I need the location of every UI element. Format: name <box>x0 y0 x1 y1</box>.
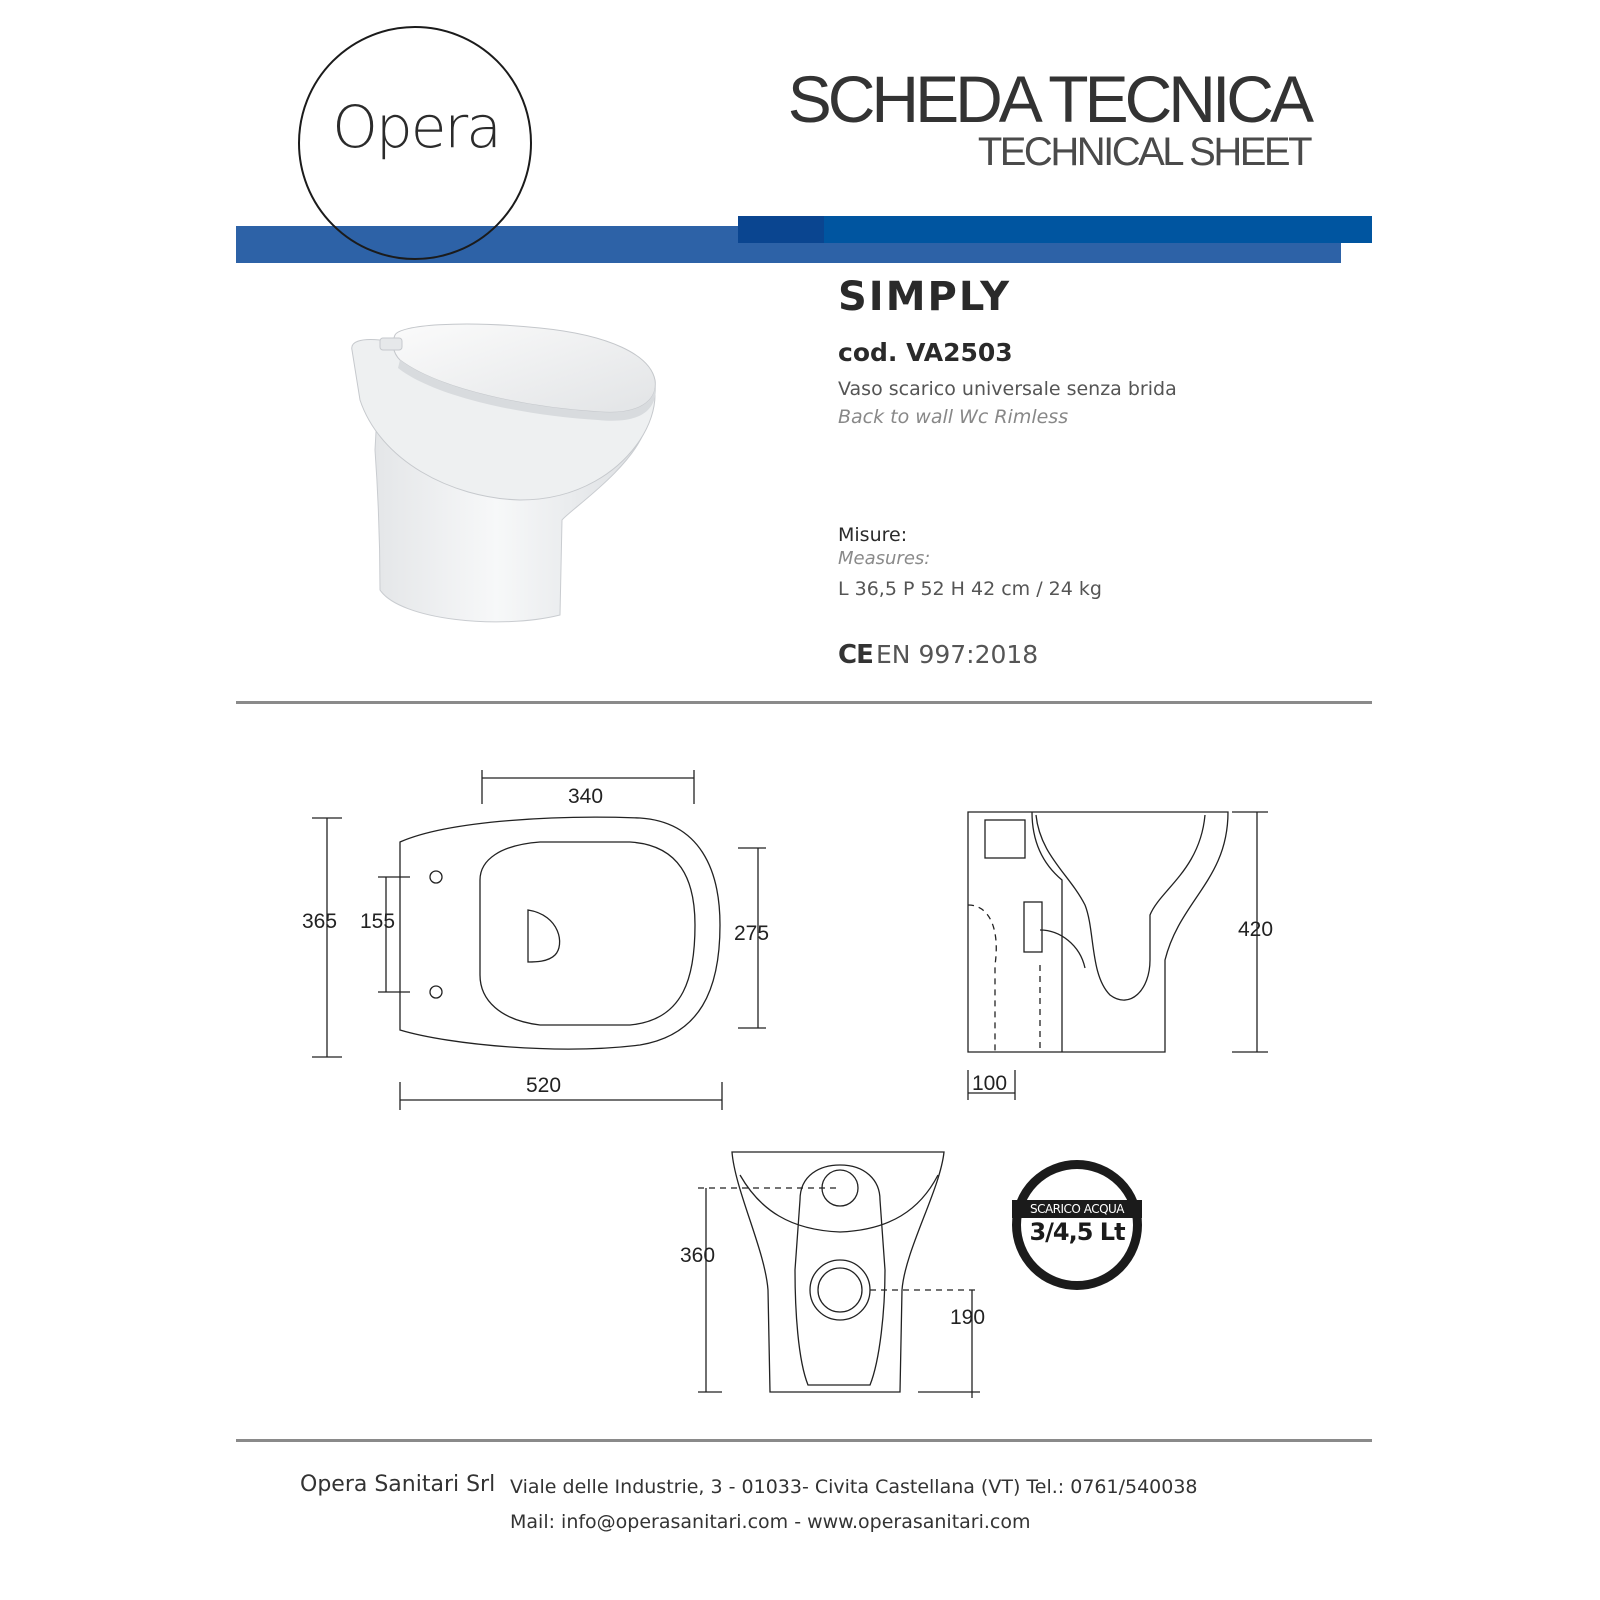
sheet-title: SCHEDA TECNICA <box>787 62 1310 136</box>
dim-seat-width: 340 <box>568 785 604 808</box>
header-band-gap <box>1341 243 1381 265</box>
product-description-it: Vaso scarico universale senza brida <box>838 378 1177 400</box>
technical-drawings <box>0 700 1600 1440</box>
header-band-right <box>738 216 1372 243</box>
measures-value: L 36,5 P 52 H 42 cm / 24 kg <box>838 578 1102 600</box>
sheet-subtitle: TECHNICAL SHEET <box>977 130 1310 174</box>
divider-bottom <box>236 1439 1372 1442</box>
norm-standard: EN 997:2018 <box>876 640 1039 669</box>
dim-hole-spacing: 155 <box>360 910 396 933</box>
dim-back-height: 360 <box>680 1244 716 1267</box>
footer-company: Opera Sanitari Srl <box>300 1472 496 1497</box>
product-photo <box>340 320 680 640</box>
dim-length: 520 <box>526 1074 562 1097</box>
product-name: SIMPLY <box>838 274 1012 320</box>
ce-mark: CE <box>838 640 873 670</box>
flush-badge-label: SCARICO ACQUA <box>1012 1200 1142 1218</box>
footer-contact: Mail: info@operasanitari.com - www.operasanitari.com <box>510 1511 1031 1533</box>
flush-badge-value: 3/4,5 Lt <box>1029 1218 1125 1246</box>
dim-inner: 275 <box>734 922 770 945</box>
dim-outlet-height: 190 <box>950 1306 986 1329</box>
product-description-en: Back to wall Wc Rimless <box>838 406 1069 428</box>
measures-label-en: Measures: <box>838 548 931 569</box>
dim-height: 420 <box>1238 918 1274 941</box>
measures-label: Misure: <box>838 524 908 546</box>
dim-outlet-offset: 100 <box>972 1072 1008 1095</box>
header-band-accent <box>738 216 824 243</box>
dim-depth: 365 <box>302 910 338 933</box>
product-code: cod. VA2503 <box>838 338 1013 367</box>
footer-address: Viale delle Industrie, 3 - 01033- Civita Castellana (VT) Tel.: 0761/540038 <box>510 1476 1198 1498</box>
logo-text: Opera <box>332 93 500 161</box>
